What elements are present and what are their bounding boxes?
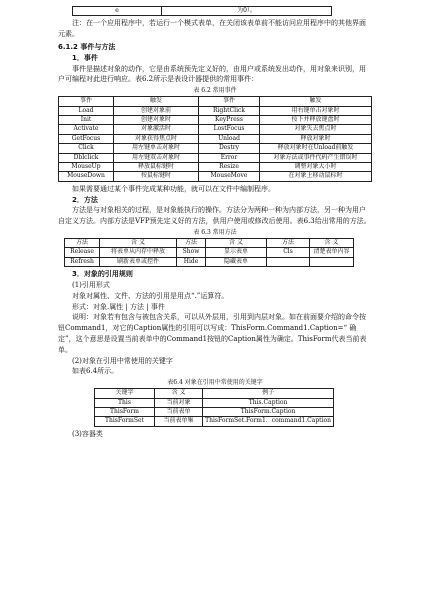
table-cell: 当前表单 xyxy=(154,408,202,417)
table-cell: 释放鼠标键时 xyxy=(114,163,199,172)
table-6-2-header: 触发 xyxy=(114,97,199,106)
table-cell: Resize xyxy=(199,163,260,172)
table-6-4-caption: 表6.4 对象在引用中常使用的关键字 xyxy=(167,379,263,387)
table-cell: 释放对象时 xyxy=(260,134,372,143)
table-cell: 刷新表单或控件 xyxy=(100,257,177,266)
table-row xyxy=(65,248,354,257)
table-6-3-header: 方法 xyxy=(177,239,206,248)
table-cell: 在对象上移动鼠标时 xyxy=(260,172,372,181)
table-cell: ThisForm xyxy=(95,408,155,417)
table-cell: Release xyxy=(65,248,100,257)
table-6-4 xyxy=(94,388,334,427)
table-row xyxy=(65,257,354,266)
table-cell: This xyxy=(95,398,155,407)
table-cell: 对象方法或事件代码产生错误时 xyxy=(260,153,372,162)
table-cell: KeyPress xyxy=(199,116,260,125)
table-cell: 释放对象时在Unload前触发 xyxy=(260,144,372,153)
table-row xyxy=(59,106,372,115)
table-cell: This.Caption xyxy=(203,398,334,407)
table-cell: 用左键单击对象时 xyxy=(114,144,199,153)
table-6-2-header: 事件 xyxy=(59,97,114,106)
events-paragraph: 事件是描述对象的动作，它是由系统预先定义好的，由用户或系统发出动作，用对象来识别，用户可编程对此进行响应。表6.2所示是表设计器提供的常用事件： xyxy=(58,64,366,84)
table-cell: 清楚表单内容 xyxy=(310,248,354,257)
reference-form-title: (1)引用形式 xyxy=(72,281,110,290)
table-6-3-header: 方法 xyxy=(267,239,310,248)
table-6-2-header: 事件 xyxy=(199,97,260,106)
table-cell: Unload xyxy=(199,134,260,143)
table-row xyxy=(59,172,372,181)
table-cell: MouseDown xyxy=(59,172,114,181)
reference-line-1: 对象对属性、文件、方法的引用是用点“.”运算符。 xyxy=(72,291,229,300)
top-table-fragment xyxy=(72,6,332,16)
table-cell: 调整对象大小时 xyxy=(260,163,372,172)
table-cell: 隐藏表单 xyxy=(206,257,267,266)
table-cell: Dblclick xyxy=(59,153,114,162)
note-paragraph: 注：在一个应用程序中，若运行一个模式表单，在关闭该表单前不能访问应用程序中的其他界面元素。 xyxy=(58,19,366,39)
table-cell: 用左键双击对象时 xyxy=(114,153,199,162)
table-cell xyxy=(310,257,354,266)
table-cell: 创建对象前 xyxy=(114,106,199,115)
subsection-reference-title: 3．对象的引用规则 xyxy=(72,270,133,279)
after-table-6-2: 如果需要通过某个事件完成某种功能，就可以在文件中编制程序。 xyxy=(72,184,275,193)
table-cell: Load xyxy=(59,106,114,115)
keywords-title: (2)对象在引用中常使用的关键字 xyxy=(72,356,173,365)
table-cell: ThisForm.Caption xyxy=(203,408,334,417)
table-cell: 对象获得焦点时 xyxy=(114,134,199,143)
top-table-cell-1: e xyxy=(73,7,162,16)
table-cell: ThisFormSet.Form1．command1.Caption xyxy=(203,417,334,426)
section-heading: 6.1.2 事件与方法 xyxy=(58,43,116,51)
container-class-title: (3)容器类 xyxy=(72,429,103,438)
table-cell: Refresh xyxy=(65,257,100,266)
table-cell: 当前对象 xyxy=(154,398,202,407)
table-cell: Hide xyxy=(177,257,206,266)
table-cell: 对象激活时 xyxy=(114,125,199,134)
table-cell: 显示表单 xyxy=(206,248,267,257)
table-row xyxy=(95,417,334,426)
table-cell: 对象失去焦点时 xyxy=(260,125,372,134)
table-6-3-caption: 表 6.3 常用方法 xyxy=(193,229,237,237)
table-cell: 将表单从内存中释放 xyxy=(100,248,177,257)
table-cell: Click xyxy=(59,144,114,153)
table-6-3-header: 含 义 xyxy=(206,239,267,248)
table-row xyxy=(95,408,334,417)
table-cell: MouseMove xyxy=(199,172,260,181)
table-cell: ThisFormSet xyxy=(95,417,155,426)
document-page xyxy=(58,6,372,440)
table-row xyxy=(59,125,372,134)
table-row xyxy=(59,144,372,153)
table-cell: MouseUp xyxy=(59,163,114,172)
table-cell: Destry xyxy=(199,144,260,153)
table-6-3-header: 含 义 xyxy=(310,239,354,248)
table-row xyxy=(59,134,372,143)
table-cell: 用右键单击对象时 xyxy=(260,106,372,115)
table-cell xyxy=(267,257,310,266)
table-6-3 xyxy=(64,238,354,267)
reference-line-2: 形式：对象.属性 | 方法 | 事件 xyxy=(72,302,165,311)
methods-paragraph: 方法是与对象相关的过程，是对象能执行的操作。方法分为两种一种为内部方法，另一种为用户自定义方法。内部方法是VFP预先定义好的方法，供用户使用或修改后使用。表6.3给出常用的方法。 xyxy=(58,206,371,226)
table-cell: GetFocus xyxy=(59,134,114,143)
table-6-4-header: 例子 xyxy=(203,389,334,398)
table-cell: 创建对象时 xyxy=(114,116,199,125)
subsection-methods-title: 2．方法 xyxy=(72,195,98,204)
table-cell: Init xyxy=(59,116,114,125)
table-6-4-header: 关键字 xyxy=(95,389,155,398)
table-row xyxy=(59,153,372,162)
table-cell: 按下并释放键盘时 xyxy=(260,116,372,125)
subsection-events-title: 1．事件 xyxy=(72,53,98,62)
table-6-3-header: 方法 xyxy=(65,239,100,248)
table-row xyxy=(59,163,372,172)
table-cell: Error xyxy=(199,153,260,162)
keywords-line: 如表6.4所示。 xyxy=(72,367,119,376)
table-cell: 当前表单集 xyxy=(154,417,202,426)
table-6-2-header: 触发 xyxy=(260,97,372,106)
reference-paragraph: 说明：对象若有包含与被包含关系，可以从外层用，引用到内层对象。如在前面要介绍的命令按钮Command1，对它的Caption属性的引用可以写成：ThisForm.Command1.Caption=“ 确定”，这个意思是设置当前表单中的Command1按钮的Caption属性为确定。ThisForm代表当前表单。 xyxy=(58,313,367,354)
table-6-3-header: 含 义 xyxy=(100,239,177,248)
top-table-cell-2: 为0）。 xyxy=(162,7,332,16)
table-6-2-caption: 表 6.2 常用事件 xyxy=(193,87,237,95)
table-cell: Show xyxy=(177,248,206,257)
table-row xyxy=(95,398,334,407)
table-cell: Cls xyxy=(267,248,310,257)
table-6-4-header: 含 义 xyxy=(154,389,202,398)
table-cell: 按鼠标键时 xyxy=(114,172,199,181)
table-cell: Activate xyxy=(59,125,114,134)
table-row xyxy=(59,116,372,125)
table-6-2 xyxy=(58,96,372,182)
table-cell: RightClick xyxy=(199,106,260,115)
table-cell: LostFocus xyxy=(199,125,260,134)
